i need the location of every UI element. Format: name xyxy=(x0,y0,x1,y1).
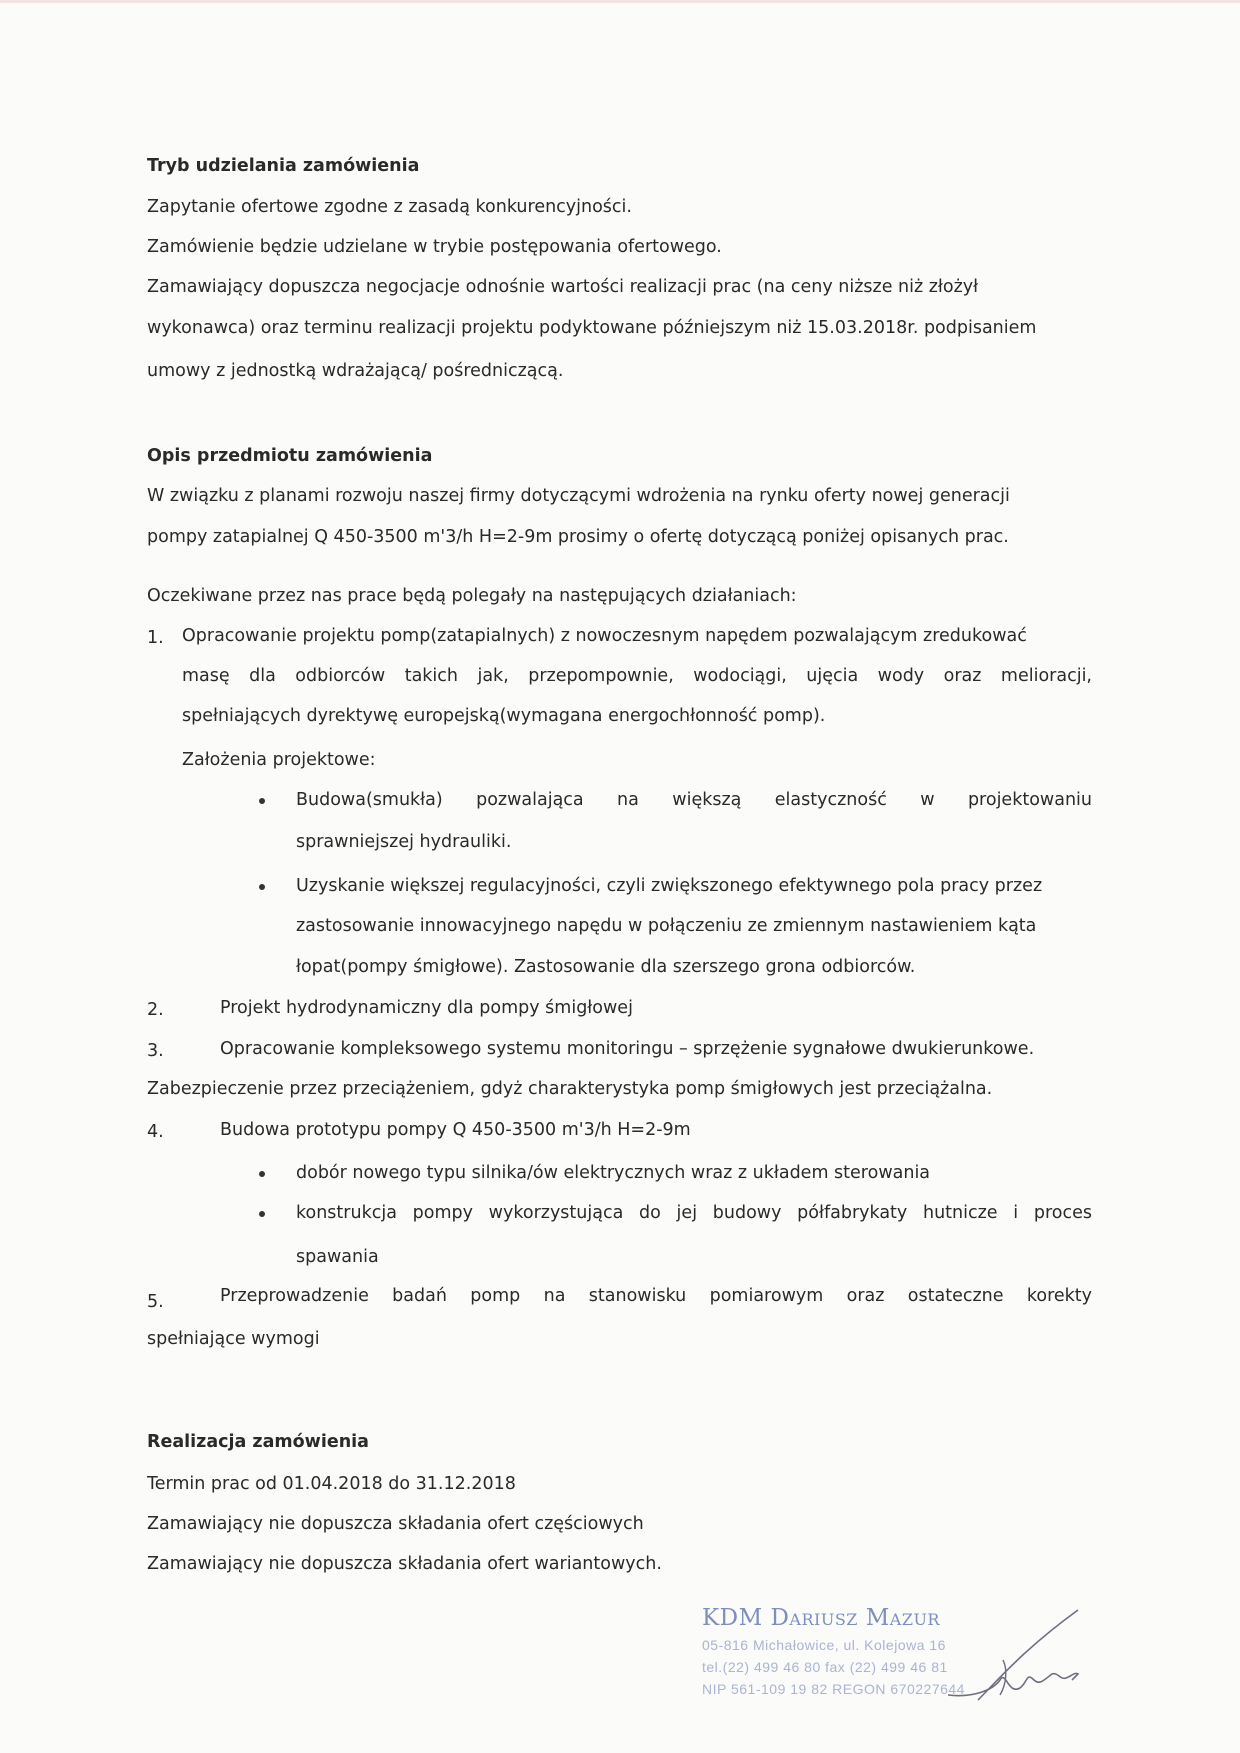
text-line: Zamawiający dopuszcza negocjacje odnośnie wartości realizacji prac (na ceny niższe niż złożył xyxy=(147,277,979,297)
text-line: Zamawiający nie dopuszcza składania ofert częściowych xyxy=(147,1514,644,1534)
bullet-text: konstrukcja pompy wykorzystująca do jej budowy półfabrykaty hutnicze i proces xyxy=(296,1203,1092,1223)
list-number: 4. xyxy=(147,1122,164,1142)
company-stamp xyxy=(702,1605,965,1697)
list-item-text: Opracowanie projektu pomp(zatapialnych) z nowoczesnym napędem pozwalającym zredukować xyxy=(182,626,1027,646)
list-item-text: Budowa prototypu pompy Q 450-3500 m'3/h H=2-9m xyxy=(220,1120,691,1140)
text-line: wykonawca) oraz terminu realizacji projektu podyktowane późniejszym niż 15.03.2018r. podpisaniem xyxy=(147,318,1037,338)
text-line: Zamówienie będzie udzielane w trybie postępowania ofertowego. xyxy=(147,237,722,257)
list-item-text: Projekt hydrodynamiczny dla pompy śmigłowej xyxy=(220,998,633,1018)
list-item-text: Opracowanie kompleksowego systemu monitoringu – sprzężenie sygnałowe dwukierunkowe. xyxy=(220,1039,1035,1059)
section-heading-tryb: Tryb udzielania zamówienia xyxy=(147,156,420,176)
signature-graphic xyxy=(948,1600,1088,1710)
text-line: Zamawiający nie dopuszcza składania ofert wariantowych. xyxy=(147,1554,662,1574)
text-line: Termin prac od 01.04.2018 do 31.12.2018 xyxy=(147,1474,516,1494)
stamp-line: tel.(22) 499 46 80 fax (22) 499 46 81 xyxy=(702,1659,948,1675)
text-line: pompy zatapialnej Q 450-3500 m'3/h H=2-9m prosimy o ofertę dotyczącą poniżej opisanych prac. xyxy=(147,527,1009,547)
text-line: spełniające wymogi xyxy=(147,1329,320,1349)
stamp-title: KDM Dariusz Mazur xyxy=(702,1605,940,1631)
text-line: Oczekiwane przez nas prace będą polegały na następujących działaniach: xyxy=(147,586,797,606)
text-line: umowy z jednostką wdrażającą/ pośredniczącą. xyxy=(147,361,564,381)
list-number: 2. xyxy=(147,1000,164,1020)
section-heading-realizacja: Realizacja zamówienia xyxy=(147,1432,369,1452)
page-edge-line xyxy=(0,0,1240,3)
section-heading-opis: Opis przedmiotu zamówienia xyxy=(147,446,433,466)
list-number: 1. xyxy=(147,628,164,648)
list-number: 5. xyxy=(147,1292,164,1312)
bullet-icon xyxy=(259,1211,265,1217)
bullet-text: Budowa(smukła) pozwalająca na większą elastyczność w projektowaniu xyxy=(296,790,1092,810)
list-item-text: masę dla odbiorców takich jak, przepompownie, wodociągi, ujęcia wody oraz melioracji, xyxy=(182,666,1092,686)
text-line: W związku z planami rozwoju naszej firmy dotyczącymi wdrożenia na rynku oferty nowej generacji xyxy=(147,486,1010,506)
list-number: 3. xyxy=(147,1041,164,1061)
bullet-icon xyxy=(259,798,265,804)
stamp-line: NIP 561-109 19 82 REGON 670227644 xyxy=(702,1681,965,1697)
bullet-text: zastosowanie innowacyjnego napędu w połączeniu ze zmiennym nastawieniem kąta xyxy=(296,916,1037,936)
text-line: Zapytanie ofertowe zgodne z zasadą konkurencyjności. xyxy=(147,197,632,217)
bullet-icon xyxy=(259,1171,265,1177)
bullet-text: sprawniejszej hydrauliki. xyxy=(296,832,512,852)
bullet-text: dobór nowego typu silnika/ów elektrycznych wraz z układem sterowania xyxy=(296,1163,931,1183)
bullet-text: spawania xyxy=(296,1247,379,1267)
bullet-text: Uzyskanie większej regulacyjności, czyli zwiększonego efektywnego pola pracy przez xyxy=(296,876,1043,896)
bullet-text: łopat(pompy śmigłowe). Zastosowanie dla szerszego grona odbiorców. xyxy=(296,957,916,977)
bullet-icon xyxy=(259,884,265,890)
stamp-line: 05-816 Michałowice, ul. Kolejowa 16 xyxy=(702,1637,946,1653)
list-item-text: spełniających dyrektywę europejską(wymagana energochłonność pomp). xyxy=(182,706,826,726)
text-line: Zabezpieczenie przez przeciążeniem, gdyż charakterystyka pomp śmigłowych jest przeciążalna. xyxy=(147,1079,993,1099)
list-item-text: Przeprowadzenie badań pomp na stanowisku pomiarowym oraz ostateczne korekty xyxy=(220,1286,1092,1306)
sub-heading: Założenia projektowe: xyxy=(182,750,376,770)
